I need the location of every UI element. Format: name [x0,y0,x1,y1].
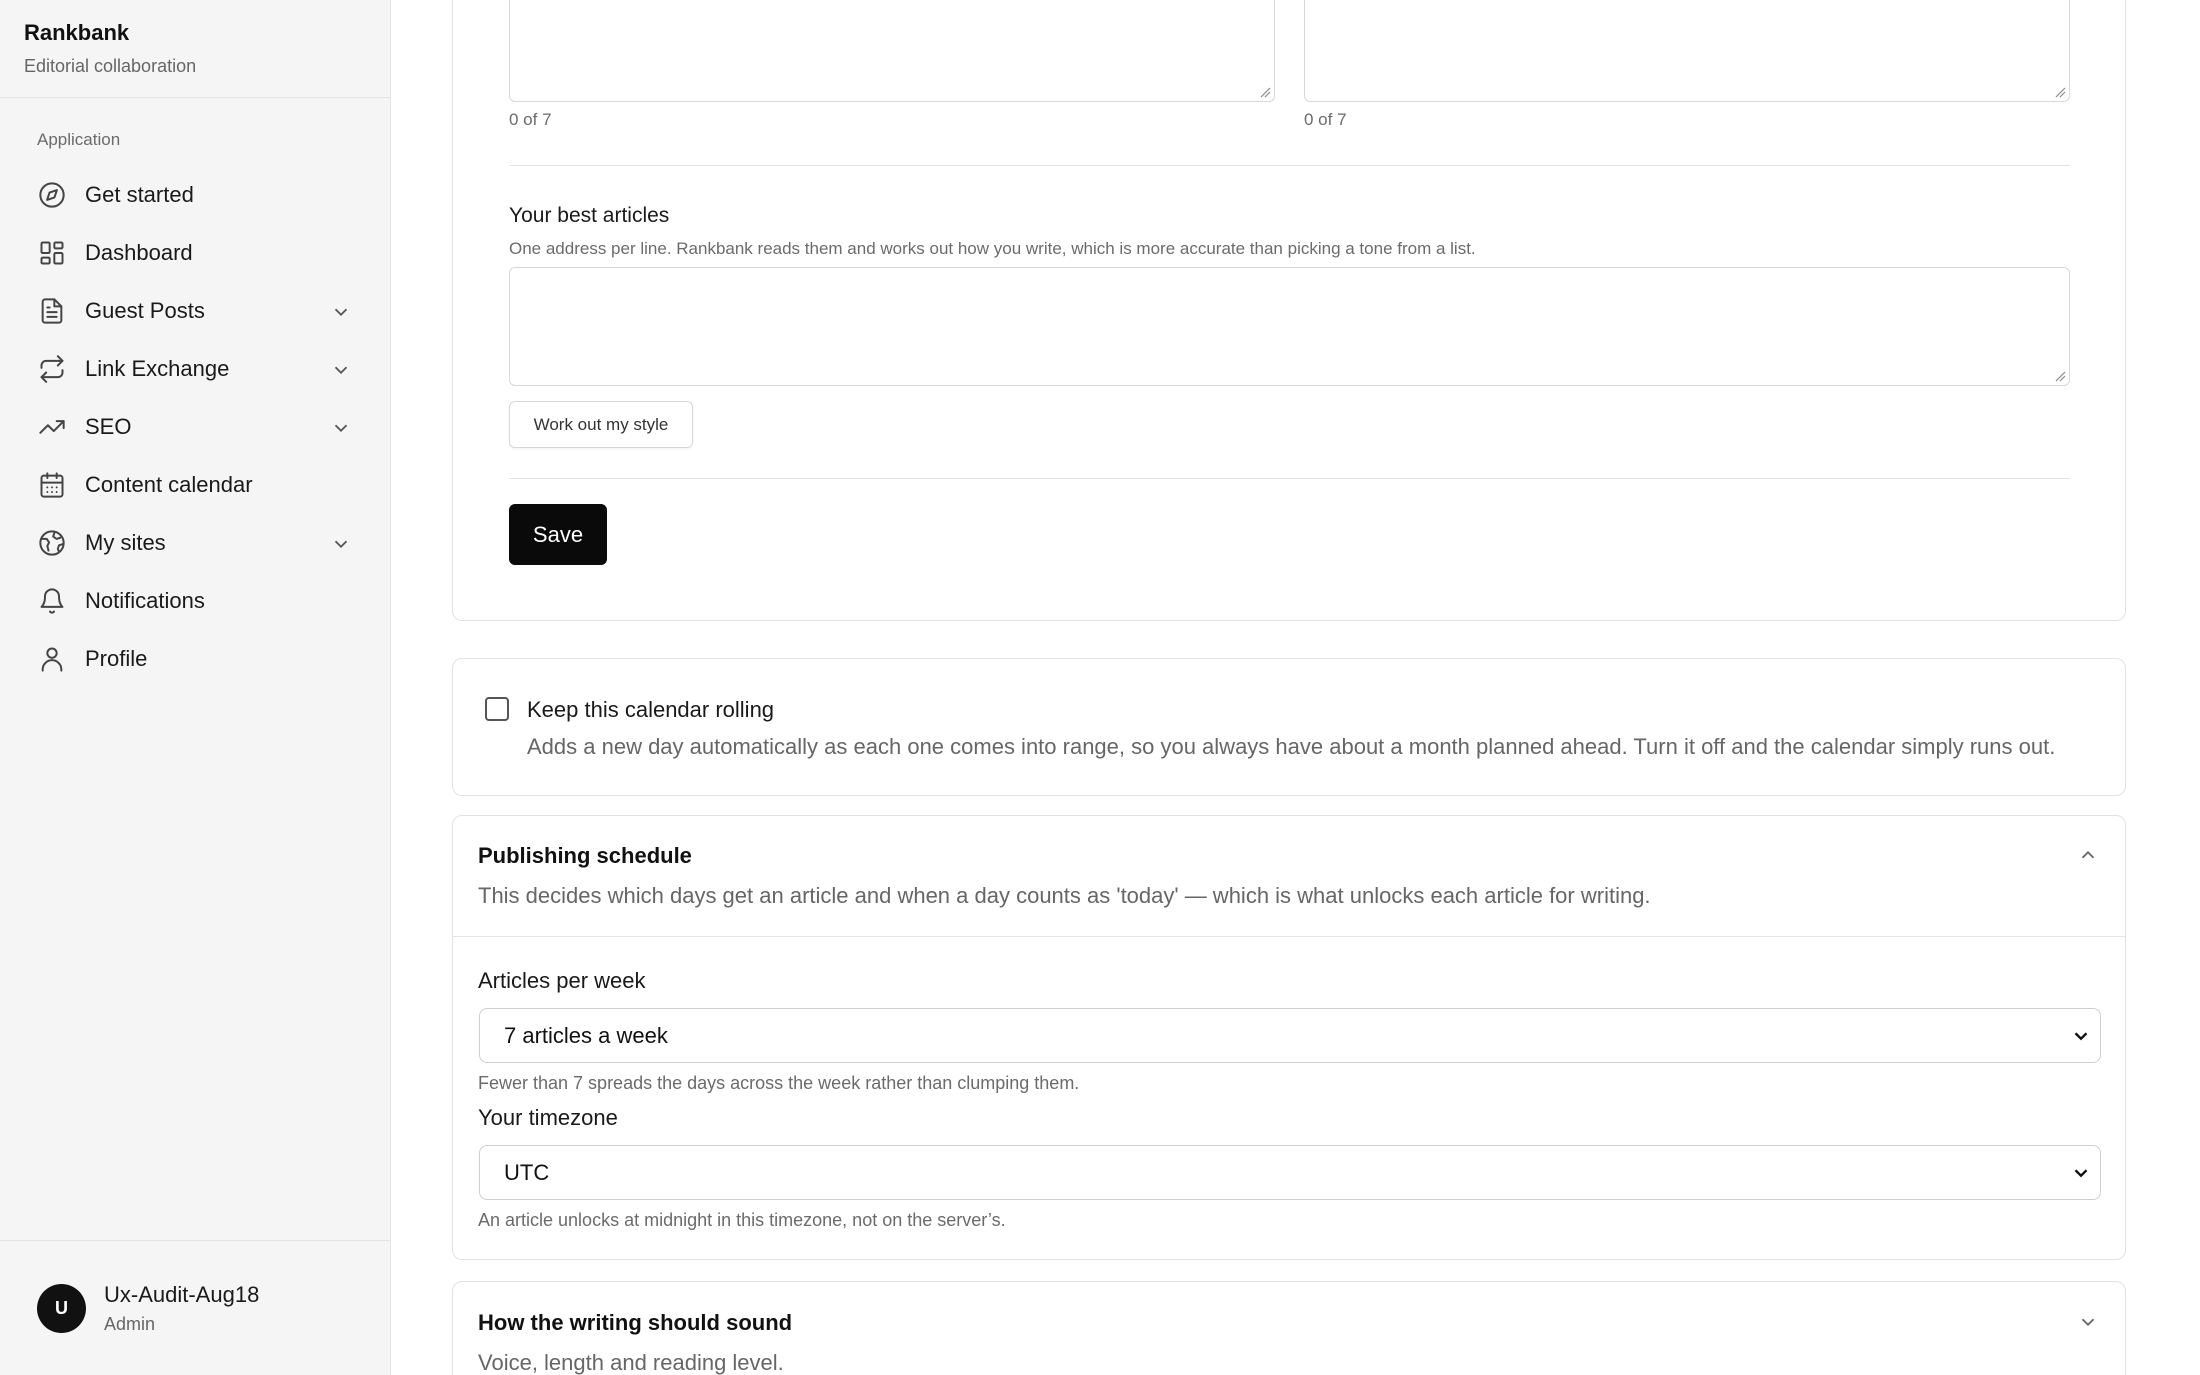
avatar: U [37,1284,86,1333]
resize-grip-icon[interactable] [2054,86,2066,98]
chevron-down-icon[interactable] [330,359,352,381]
bell-icon [37,586,67,616]
sidebar-item-label: Notifications [85,588,205,613]
textarea-right[interactable] [1304,0,2070,102]
trending-up-icon [37,412,67,442]
character-counter: 0 of 7 [1304,110,1347,129]
resize-grip-icon[interactable] [2054,370,2066,382]
sidebar-item-label: Content calendar [85,472,253,497]
user-menu[interactable] [37,1282,259,1335]
sidebar-item-get-started[interactable] [0,166,390,224]
sidebar-item-link-exchange[interactable] [0,340,390,398]
section-description: This decides which days get an article and when a day counts as 'today' — which is what unlocks each article for writing. [478,883,1651,908]
sidebar-group-label: Application [37,130,121,149]
brand-subtitle: Editorial collaboration [24,56,197,76]
character-counter: 0 of 7 [509,110,552,129]
select-value: UTC [504,1159,550,1185]
writing-style-card [452,0,2126,621]
calendar-icon [37,470,67,500]
compass-icon [37,180,67,210]
document-icon [37,296,67,326]
sidebar-item-guest-posts[interactable] [0,282,390,340]
resize-grip-icon[interactable] [1259,86,1271,98]
user-info [104,1282,259,1335]
best-articles-label: Your best articles [509,204,670,227]
divider [509,478,2070,479]
user-name: Ux-Audit-Aug18 [104,1282,260,1307]
sidebar-item-my-sites[interactable] [0,514,390,572]
keep-rolling-description: Adds a new day automatically as each one comes into range, so you always have about a month planned ahead. Turn it off and the calendar simply runs out. [527,734,2056,759]
sidebar-item-label: My sites [85,530,166,555]
articles-per-week-select[interactable] [479,1008,2101,1063]
sidebar-nav [0,166,390,688]
save-button[interactable]: Save [509,504,607,565]
divider [509,165,2070,166]
select-value: 7 articles a week [504,1022,668,1048]
sidebar-divider [0,97,390,98]
articles-per-week-help: Fewer than 7 spreads the days across the week rather than clumping them. [478,1073,1080,1093]
sidebar-item-label: Get started [85,182,194,207]
sidebar-item-label: Link Exchange [85,356,230,381]
work-out-style-button[interactable]: Work out my style [509,401,693,448]
repeat-arrows-icon [37,354,67,384]
sidebar-item-label: Guest Posts [85,298,205,323]
section-title: How the writing should sound [478,1310,793,1335]
user-icon [37,644,67,674]
chevron-down-icon [2070,1162,2092,1184]
sidebar-item-notifications[interactable] [0,572,390,630]
rolling-calendar-card [452,658,2126,796]
chevron-up-icon[interactable] [2077,844,2099,866]
textarea-left[interactable] [509,0,1275,102]
dashboard-grid-icon [37,238,67,268]
chevron-down-icon[interactable] [330,417,352,439]
chevron-down-icon[interactable] [330,533,352,555]
globe-icon [37,528,67,558]
sidebar-item-label: Profile [85,646,148,671]
timezone-select[interactable] [479,1145,2101,1200]
chevron-down-icon [2070,1025,2092,1047]
articles-per-week-label: Articles per week [478,968,646,993]
sidebar-item-profile[interactable] [0,630,390,688]
best-articles-help: One address per line. Rankbank reads them and works out how you write, which is more accurate than picking a tone from a list. [509,239,1476,258]
brand-name: Rankbank [24,20,130,45]
brand [24,20,196,77]
sidebar-item-seo[interactable] [0,398,390,456]
user-role: Admin [104,1314,156,1334]
sidebar-footer-divider [0,1240,390,1241]
sidebar-item-content-calendar[interactable] [0,456,390,514]
chevron-down-icon[interactable] [2077,1311,2099,1333]
chevron-down-icon[interactable] [330,301,352,323]
timezone-label: Your timezone [478,1105,618,1130]
divider [453,936,2125,937]
writing-voice-card [452,1281,2126,1375]
section-title: Publishing schedule [478,843,692,868]
sidebar-item-label: Dashboard [85,240,193,265]
publishing-schedule-card [452,815,2126,1260]
section-description: Voice, length and reading level. [478,1350,784,1375]
keep-rolling-checkbox[interactable] [485,697,509,721]
best-articles-textarea[interactable] [509,267,2070,386]
timezone-help: An article unlocks at midnight in this timezone, not on the server’s. [478,1210,1006,1230]
keep-rolling-label[interactable]: Keep this calendar rolling [527,697,775,722]
sidebar [0,0,391,1375]
sidebar-item-label: SEO [85,414,132,439]
sidebar-item-dashboard[interactable] [0,224,390,282]
